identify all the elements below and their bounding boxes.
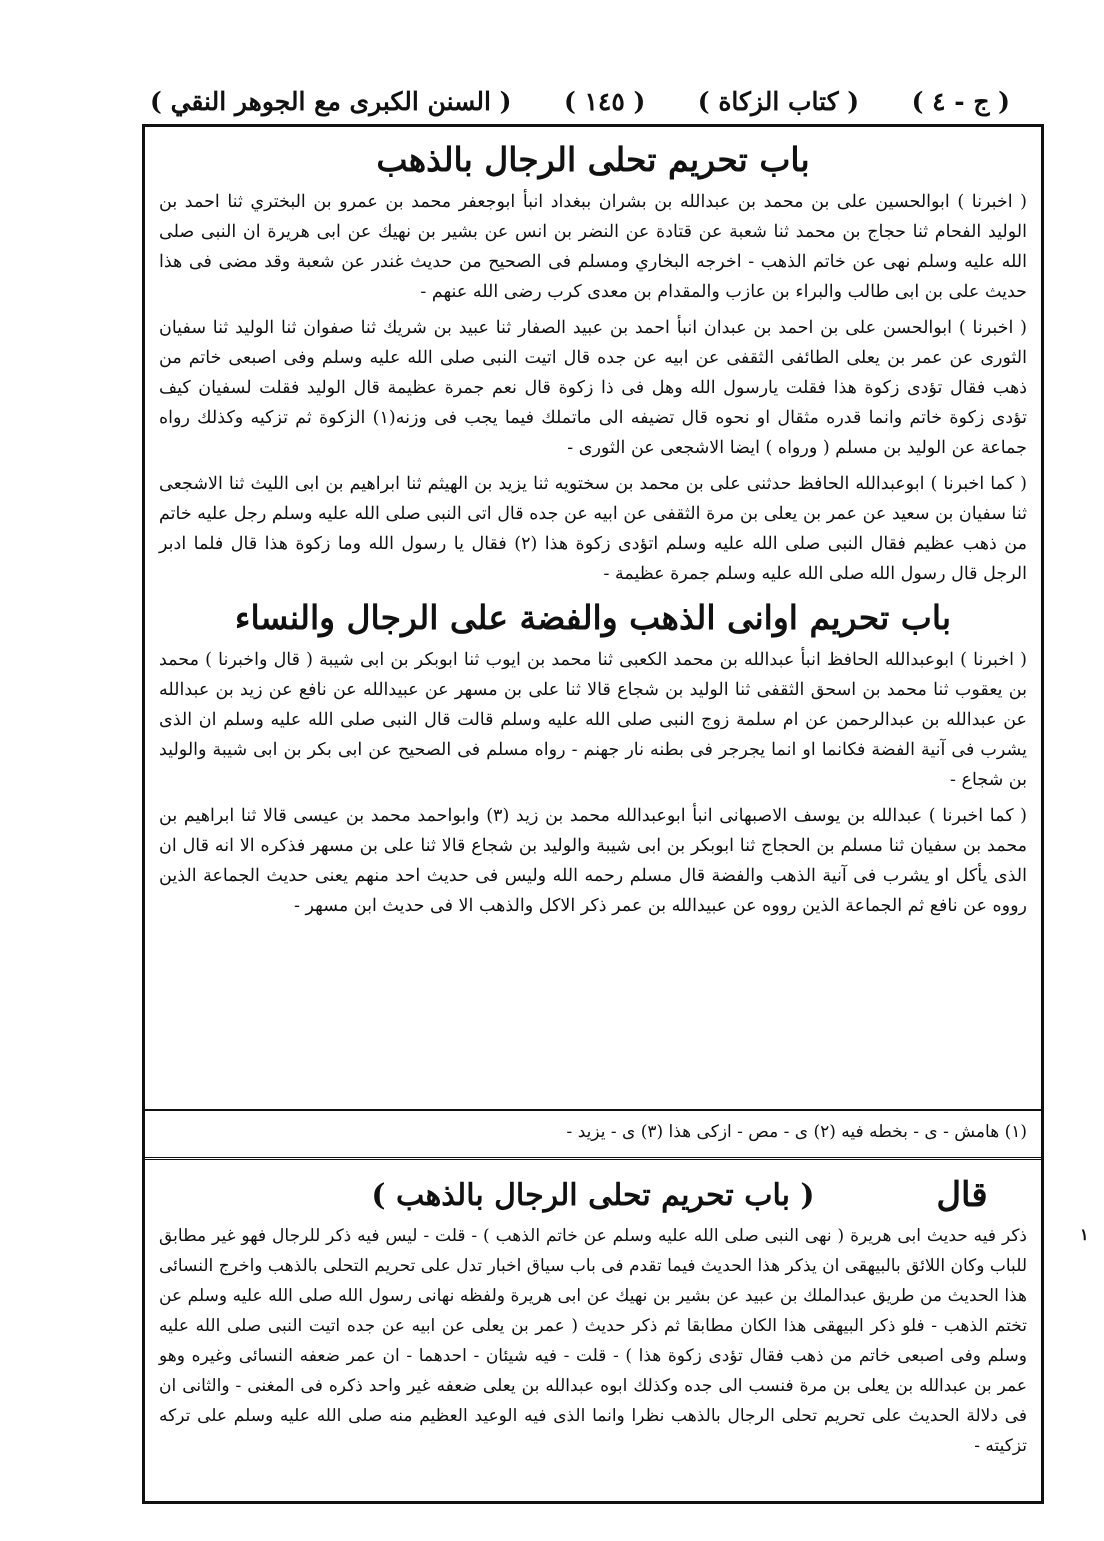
footnote-divider xyxy=(145,1109,1041,1111)
commentary-divider xyxy=(145,1157,1041,1160)
qala-label: قال xyxy=(936,1175,988,1215)
section-title-gold-adornment: باب تحريم تحلى الرجال بالذهب xyxy=(376,140,810,179)
commentary-header xyxy=(159,1169,1027,1221)
hadith-paragraph: ( كما اخبرنا ) عبدالله بن يوسف الاصبهانى انبأ ابوعبدالله محمد بن زيد (٣) وابواحمد محمد بن عيسى قالا ثنا ابراهيم بن محمد بن سفيان ثنا مسلم بن الحجاج ثنا ابوبكر بن ابى شيبة والوليد بن شجاع قالا ثنا على بن مسهر فذكره الا انه قال ان الذى يأكل او يشرب فى آنية الذهب والفضة قال مسلم رحمه الله وليس فى حديث احد منهم يعنى حديث الجماعة الذين رووه عن نافع ثم الجماعة الذين رووه عن عبيدالله بن عمر ذكر الاكل والذهب الا فى حديث ابن مسهر - xyxy=(159,806,1027,916)
hadith-paragraph: ( اخبرنا ) ابوعبدالله الحافظ انبأ عبدالله بن محمد الكعبى ثنا محمد بن ايوب ثنا ابوبكر بن ابى شيبة ( قال واخبرنا ) محمد بن يعقوب ثنا محمد بن اسحق الثقفى ثنا الوليد بن شجاع قالا ثنا على بن مسهر عن عبيدالله عن نافع عن زيد بن عبدالله عن عبدالله بن عبدالرحمن عن ام سلمة زوج النبى صلى الله عليه وسلم قالت قال النبى صلى الله عليه وسلم ان الذى يشرب فى آنية الفضة فكانما او انما يجرجر فى بطنه نار جهنم - رواه مسلم فى الصحيح عن ابى بكر بن ابى شيبة والوليد بن شجاع - xyxy=(159,650,1027,790)
commentary-section xyxy=(159,1169,1027,1467)
hadith-paragraph: ( اخبرنا ) ابوالحسين على بن محمد بن عبدالله بن بشران ببغداد انبأ ابوجعفر محمد بن عمرو بن البختري ثنا احمد بن الوليد الفحام ثنا حجاج بن محمد ثنا شعبة عن قتادة عن النضر بن انس عن بشير بن نهيك عن ابى هريرة ان النبى صلى الله عليه وسلم نهى عن خاتم الذهب - اخرجه البخاري ومسلم فى الصحيح من حديث غندر عن شعبة وقد مضى فى هذا حديث على بن ابى طالب والبراء بن عازب والمقدام بن معدى كرب رضى الله عنهم - xyxy=(159,192,1027,302)
commentary-paragraph: ذكر فيه حديث ابى هريرة ( نهى النبى صلى الله عليه وسلم عن خاتم الذهب ) - قلت - ليس فيه ذكر للرجال فهو غير مطابق للباب وكان اللائق بالبيهقى ان يذكر هذا الحديث فيما تقدم فى باب سياق اخبار تدل على تحريم التحلى بالذهب واخرج النسائى هذا الحديث من طريق عبدالملك بن عبيد عن بشير بن نهيك عن ابى هريرة ولفظه نهانى رسول الله صلى الله عليه وسلم عن تختم الذهب - فلو ذكر البيهقى هذا الكان مطابقا ثم ذكر حديث ( عمر بن يعلى عن ابيه عن جده اتيت النبى صلى الله عليه وسلم وفى اصبعى خاتم من ذهب فقال تؤدى زكوة هذا ) - قلت - فيه شيئان - احدهما - ان عمر ضعفه النسائى وغيره وهو عمر بن عبدالله بن يعلى بن مرة فنسب الى جده وكذلك ابوه عبدالله بن يعلى ضعفه غير واحد ذكره فى المغنى - والثانى ان فى دلالة الحديث على تحريم تحلى الرجال بالذهب نظرا وانما الذى فيه الوعيد العظيم منه صلى الله عليه وسلم على تركه تزكيته - xyxy=(159,1226,1027,1456)
page-frame xyxy=(142,124,1044,1504)
chapter-title: ( كتاب الزكاة ) xyxy=(697,86,860,116)
main-text xyxy=(159,135,1027,927)
page-number: ( ١٤٥ ) xyxy=(563,86,646,116)
section-title-gold-silver-vessels: باب تحريم اوانى الذهب والفضة على الرجال والنساء xyxy=(234,598,952,637)
volume-label: ( ج - ٤ ) xyxy=(911,86,1010,116)
hadith-paragraph: ( اخبرنا ) ابوالحسن على بن احمد بن عبدان انبأ احمد بن عبيد الصفار ثنا عبيد بن شريك ثنا صفوان ثنا الوليد ثنا سفيان الثورى عن عمر بن يعلى الطائفى الثقفى عن ابيه عن جده قال اتيت النبى صلى الله عليه وسلم وفى اصبعى خاتم من ذهب فقال تؤدى زكوة هذا فقلت يارسول الله وهل فى ذا زكوة قال نعم جمرة عظيمة قال الوليد فقلت لسفيان كيف تؤدى زكوة خاتم وانما قدره مثقال او نحوه قال تضيفه الى ماتملك فيما يجب فى وزنه(١) الزكوة ثم تزكيه وكذلك رواه جماعة عن الوليد بن مسلم ( ورواه ) ايضا الاشجعى عن الثورى - xyxy=(159,318,1028,458)
margin-mark: ١ xyxy=(1080,1225,1089,1244)
footnotes: (١) هامش - ى - بخطه فيه (٢) ى - مص - ازكى هذا (٣) ى - يزيد - xyxy=(566,1122,1027,1142)
running-header xyxy=(150,82,1010,120)
commentary-title: ( باب تحريم تحلى الرجال بالذهب ) xyxy=(371,1177,815,1213)
book-title: ( السنن الكبرى مع الجوهر النقي ) xyxy=(150,86,512,116)
hadith-paragraph: ( كما اخبرنا ) ابوعبدالله الحافظ حدثنى على بن محمد بن سختويه ثنا يزيد بن الهيثم ثنا ابراهيم بن ابى الليث ثنا الاشجعى ثنا سفيان بن سعيد عن عمر بن يعلى بن مرة الثقفى عن ابيه عن جده قال اتى النبى صلى الله عليه وسلم رجل عليه خاتم من ذهب عظيم فقال النبى صلى الله عليه وسلم اتؤدى زكوة هذا (٢) فقال يا رسول الله وما زكوة هذا قال فلما ادبر الرجل قال رسول الله صلى الله عليه وسلم جمرة عظيمة - xyxy=(159,474,1027,584)
